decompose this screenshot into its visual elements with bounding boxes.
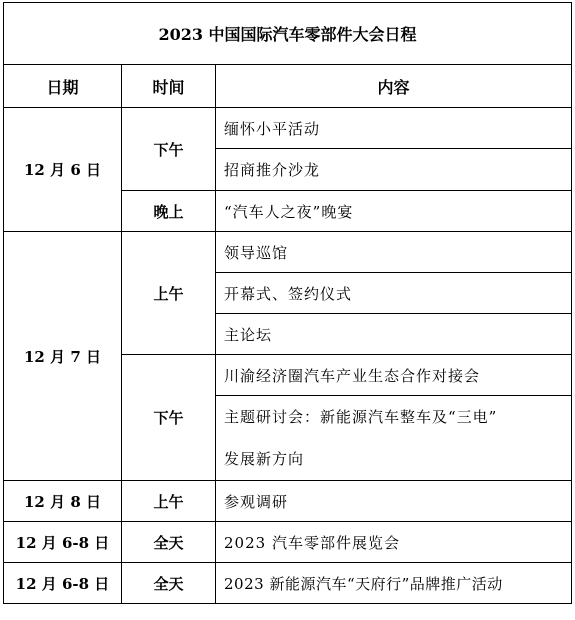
date-cell: 12 月 6 日: [4, 108, 122, 232]
date-cell: 12 月 6-8 日: [4, 563, 122, 604]
content-cell: 领导巡馆: [216, 232, 572, 273]
content-cell: 开幕式、签约仪式: [216, 273, 572, 314]
date-cell: 12 月 8 日: [4, 481, 122, 522]
time-cell: 下午: [122, 108, 216, 191]
date-cell: 12 月 6-8 日: [4, 522, 122, 563]
content-cell: “汽车人之夜”晚宴: [216, 191, 572, 232]
schedule-table: [3, 2, 572, 604]
header-time: 时间: [122, 65, 216, 108]
table-row: [4, 563, 572, 604]
time-cell: 下午: [122, 355, 216, 481]
table-row: [4, 232, 572, 273]
title-row: [4, 3, 572, 65]
time-cell: 全天: [122, 522, 216, 563]
content-cell: 参观调研: [216, 481, 572, 522]
header-row: [4, 65, 572, 108]
content-cell: 缅怀小平活动: [216, 108, 572, 149]
header-content: 内容: [216, 65, 572, 108]
table-row: [4, 481, 572, 522]
date-cell: 12 月 7 日: [4, 232, 122, 481]
content-cell: [216, 396, 572, 481]
content-line: 发展新方向: [224, 450, 305, 468]
time-cell: 全天: [122, 563, 216, 604]
content-cell: 川渝经济圈汽车产业生态合作对接会: [216, 355, 572, 396]
time-cell: 上午: [122, 232, 216, 355]
table-row: [4, 108, 572, 149]
content-cell: 招商推介沙龙: [216, 149, 572, 191]
content-cell: 2023 新能源汽车“天府行”品牌推广活动: [216, 563, 572, 604]
content-line: 主题研讨会：新能源汽车整车及“三电”: [224, 408, 498, 426]
content-cell: 2023 汽车零部件展览会: [216, 522, 572, 563]
header-date: 日期: [4, 65, 122, 108]
time-cell: 上午: [122, 481, 216, 522]
table-row: [4, 522, 572, 563]
time-cell: 晚上: [122, 191, 216, 232]
content-cell: 主论坛: [216, 314, 572, 355]
table-title: 2023 中国国际汽车零部件大会日程: [4, 3, 572, 65]
